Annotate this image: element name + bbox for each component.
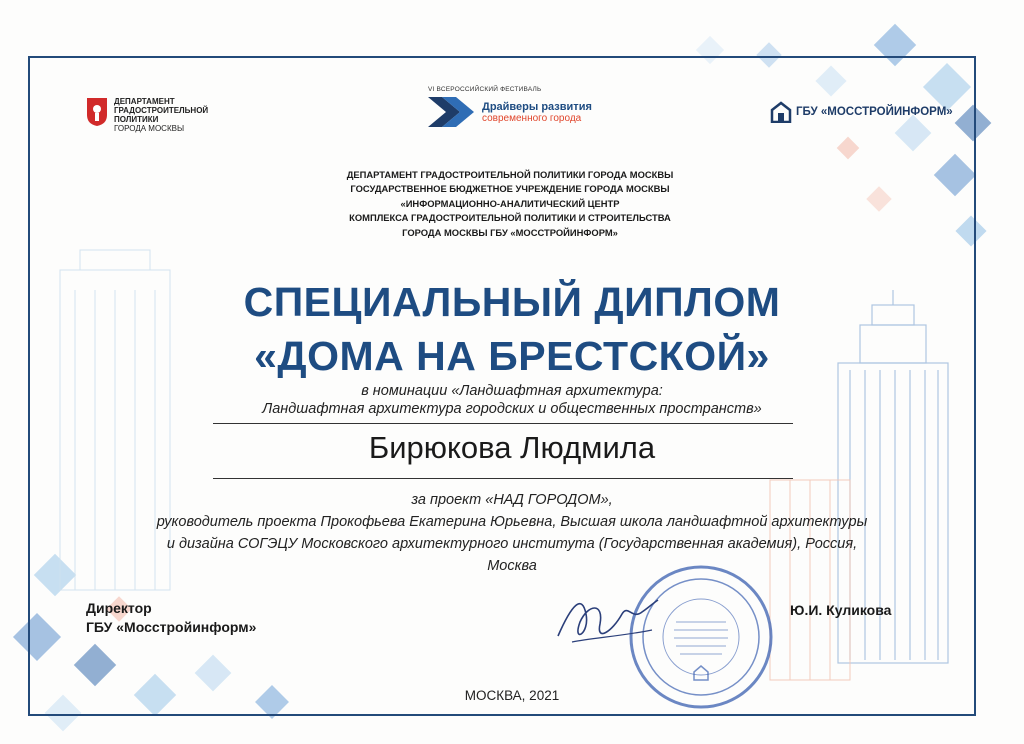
divider-bottom [213, 478, 793, 479]
project-line: руководитель проекта Прокофьева Екатерина Юрьевна, Высшая школа ландшафтной архитектуры [156, 514, 868, 530]
festival-title-line2: современного города [482, 112, 582, 124]
diploma-subtitle: «ДОМА НА БРЕСТСКОЙ» [254, 333, 770, 379]
festival-title-line1: Драйверы развития [482, 100, 592, 113]
place-and-year: МОСКВА, 2021 [464, 688, 560, 703]
signatory-role-line2: ГБУ «Мосстройинформ» [86, 619, 257, 635]
signatory-role-line1: Директор [86, 600, 152, 616]
double-chevron-icon [428, 97, 474, 127]
handwritten-signature [552, 584, 662, 654]
festival-label: VI ВСЕРОССИЙСКИЙ ФЕСТИВАЛЬ [428, 86, 542, 93]
mosstroyinform-logo [770, 101, 953, 123]
house-icon [770, 101, 792, 123]
organization-header [290, 168, 730, 240]
header-line: ГОРОДА МОСКВЫ ГБУ «МОССТРОЙИНФОРМ» [402, 226, 618, 238]
logo-left-line3: ГОРОДА МОСКВЫ [114, 124, 185, 133]
signatory-name: Ю.И. Куликова [790, 602, 892, 618]
nomination-line1: в номинации «Ландшафтная архитектура: [361, 383, 663, 399]
recipient-name: Бирюкова Людмила [368, 430, 656, 465]
festival-logo [428, 86, 592, 127]
moscow-coat-of-arms-icon [86, 97, 108, 127]
project-line: Москва [487, 558, 537, 574]
logo-right-text: ГБУ «МОССТРОЙИНФОРМ» [796, 106, 953, 118]
header-line: ГОСУДАРСТВЕННОЕ БЮДЖЕТНОЕ УЧРЕЖДЕНИЕ ГОРОДА МОСКВЫ [350, 183, 670, 195]
nomination-line2: Ландшафтная архитектура городских и общественных пространств» [262, 401, 762, 417]
signatory-role [86, 599, 256, 637]
logo-left-line1: ДЕПАРТАМЕНТ [114, 97, 175, 106]
department-logo [86, 97, 244, 133]
divider-top [213, 423, 793, 424]
project-line: за проект «НАД ГОРОДОМ», [411, 492, 613, 508]
project-line: и дизайна СОГЭЦУ Московского архитектурного института (Государственная академия), Россия, [166, 536, 858, 552]
logo-left-line2: ГРАДОСТРОИТЕЛЬНОЙ ПОЛИТИКИ [114, 106, 209, 124]
header-line: КОМПЛЕКСА ГРАДОСТРОИТЕЛЬНОЙ ПОЛИТИКИ И СТРОИТЕЛЬСТВА [349, 212, 671, 224]
diploma-title: СПЕЦИАЛЬНЫЙ ДИПЛОМ [243, 279, 781, 325]
header-line: «ИНФОРМАЦИОННО-АНАЛИТИЧЕСКИЙ ЦЕНТР [400, 197, 620, 209]
header-line: ДЕПАРТАМЕНТ ГРАДОСТРОИТЕЛЬНОЙ ПОЛИТИКИ ГОРОДА МОСКВЫ [346, 169, 674, 180]
